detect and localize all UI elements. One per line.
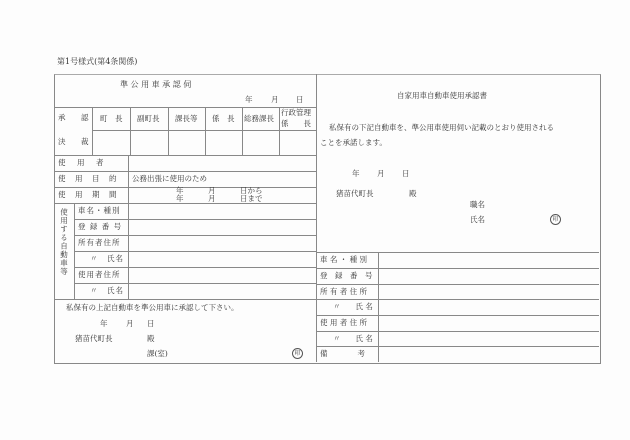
purpose-value[interactable]: 公務出張に使用のため: [132, 174, 207, 183]
approver-admin-mgmt-chief: 係 長: [281, 119, 311, 128]
consent-addressee: 猪苗代町長: [336, 189, 374, 198]
approver-section-chief: 課長等: [175, 114, 198, 123]
stamp-box-subsection-chief[interactable]: [206, 131, 241, 154]
owner-name-label: 〃 氏名: [90, 254, 124, 263]
user-label: 使 用 者: [58, 158, 106, 167]
vehicle-name-field[interactable]: [129, 204, 315, 218]
request-title: 準 公 用 車 承 認 伺: [120, 80, 192, 89]
form-number: 第1号様式(第4条関係): [57, 57, 138, 66]
header-date-day: 日: [296, 95, 304, 104]
consent-text-line2: ことを承諾します。: [320, 138, 387, 147]
r-owner-name-label: 〃 氏 名: [333, 302, 373, 311]
request-addressee: 猪苗代町長: [75, 334, 113, 343]
stamp-box-general-affairs[interactable]: [243, 131, 278, 154]
user-address-field[interactable]: [129, 268, 315, 282]
consent-date-year: 年: [352, 169, 360, 178]
user-name-field[interactable]: [129, 284, 315, 298]
period-to-year: 年: [176, 194, 184, 203]
consent-seal-icon: 印: [550, 214, 561, 225]
name-label: 氏名: [470, 215, 485, 224]
department-label: 課(室): [147, 349, 168, 358]
r-user-address-field[interactable]: [379, 316, 598, 330]
registration-number-label: 登 録 番 号: [78, 222, 123, 231]
period-from-month: 月: [208, 186, 216, 195]
r-vehicle-name-field[interactable]: [379, 253, 598, 267]
registration-number-field[interactable]: [129, 220, 315, 234]
request-text: 私保有の上記自動車を準公用車に承認して下さい。: [66, 303, 239, 312]
r-user-name-label: 〃 氏 名: [333, 334, 373, 343]
approver-mayor: 町 長: [100, 114, 123, 123]
user-address-label: 使用者住所: [78, 270, 121, 279]
request-date-month: 月: [126, 319, 134, 328]
owner-address-field[interactable]: [129, 236, 315, 250]
period-to-day: 日まで: [240, 194, 263, 203]
r-user-name-field[interactable]: [379, 332, 598, 345]
period-from-day: 日から: [240, 186, 263, 195]
owner-name-field[interactable]: [129, 252, 315, 266]
user-field[interactable]: [129, 156, 315, 170]
decision-label: 決 裁: [58, 137, 93, 146]
approver-subsection-chief: 係 長: [212, 114, 235, 123]
consent-honorific: 殿: [409, 189, 417, 198]
consent-date-day: 日: [402, 169, 410, 178]
header-date-month: 月: [271, 95, 279, 104]
vehicle-name-label: 車名・種別: [78, 206, 121, 215]
request-honorific: 殿: [147, 334, 155, 343]
owner-address-label: 所有者住所: [78, 238, 121, 247]
stamp-box-admin-mgmt[interactable]: [280, 131, 315, 154]
job-title-label: 職名: [470, 200, 485, 209]
r-user-address-label: 使 用 者 住 所: [320, 318, 368, 327]
approver-general-affairs-chief: 総務課長: [244, 114, 274, 123]
period-to-month: 月: [208, 194, 216, 203]
r-vehicle-name-label: 車 名 ・ 種 別: [320, 255, 368, 264]
approval-label: 承 認: [58, 113, 93, 122]
stamp-box-mayor[interactable]: [93, 131, 129, 154]
r-remarks-label: 備 考: [320, 349, 365, 358]
seal-icon: 印: [292, 348, 303, 359]
r-owner-address-field[interactable]: [379, 285, 598, 298]
center-divider: [316, 74, 317, 362]
request-date-year: 年: [100, 319, 108, 328]
stamp-box-deputy-mayor[interactable]: [131, 131, 167, 154]
user-name-label: 〃 氏名: [90, 286, 124, 295]
vehicle-group-label: 使用する自動車等: [59, 208, 69, 276]
consent-text-line1: 私保有の下記自動車を、準公用車使用伺い記載のとおり使用される: [329, 123, 554, 132]
request-date-day: 日: [147, 319, 155, 328]
r-owner-name-field[interactable]: [379, 300, 598, 314]
period-from-year: 年: [176, 186, 184, 195]
approver-deputy-mayor: 副町長: [137, 114, 160, 123]
consent-date-month: 月: [377, 169, 385, 178]
r-registration-number-field[interactable]: [379, 269, 598, 283]
r-remarks-field[interactable]: [379, 347, 598, 361]
r-owner-address-label: 所 有 者 住 所: [320, 287, 368, 296]
consent-title: 自家用車自動車使用承認書: [397, 91, 487, 100]
period-label: 使 用 期 間: [58, 190, 118, 199]
stamp-box-section-chief[interactable]: [169, 131, 204, 154]
r-registration-number-label: 登 録 番 号: [320, 271, 373, 280]
purpose-label: 使 用 目 的: [58, 174, 118, 183]
header-date-year: 年: [245, 95, 253, 104]
approver-admin-mgmt: 行政管理: [281, 108, 311, 117]
